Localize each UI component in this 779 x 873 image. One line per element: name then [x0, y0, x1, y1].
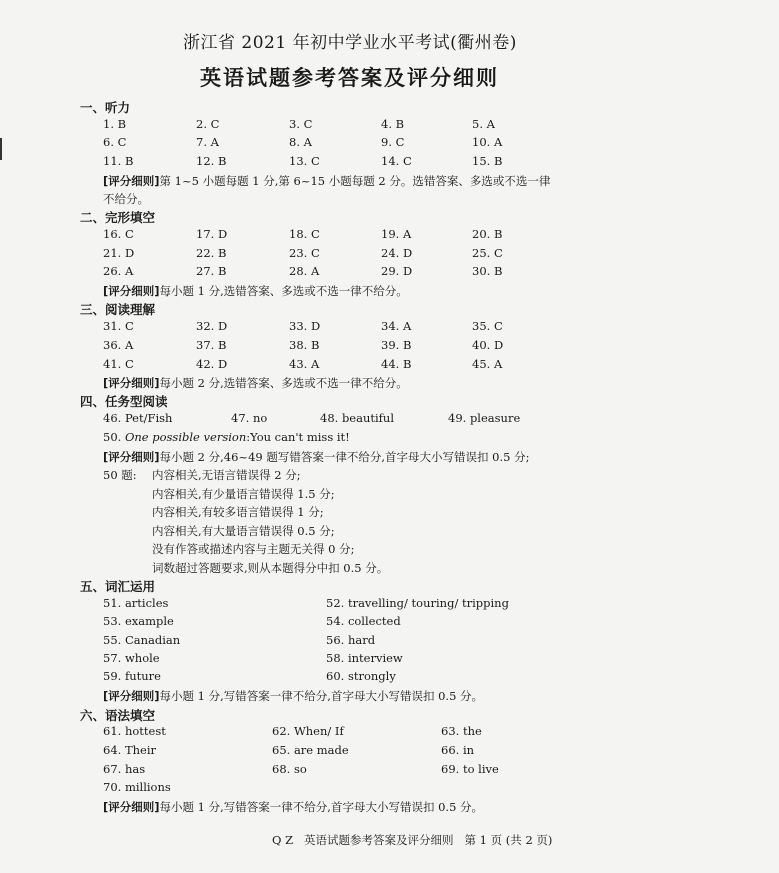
- scoring-note: [103, 375, 408, 391]
- answer-cell: 21. D: [103, 246, 135, 260]
- answer-cell: 20. B: [472, 227, 503, 241]
- scoring-note-text: 每小题 2 分,选错答案、多选或不选一律不给分。: [159, 376, 408, 390]
- answer-cell: 33. D: [289, 319, 321, 333]
- answer-cell: 57. whole: [103, 651, 160, 665]
- scoring-note-continued: 不给分。: [103, 192, 149, 206]
- answer-cell: 24. D: [381, 246, 413, 260]
- footer-title: 英语试题参考答案及评分细则: [304, 833, 454, 847]
- scoring-note-text: 每小题 2 分,46~49 题写错答案一律不给分,首字母大小写错误扣 0.5 分;: [159, 450, 530, 464]
- answer-cell: 40. D: [472, 338, 504, 352]
- answer-cell: 64. Their: [103, 743, 157, 757]
- scoring-note-label: [评分细则]: [103, 174, 160, 188]
- answer-cell: 19. A: [381, 227, 412, 241]
- answer-cell: 42. D: [196, 357, 228, 371]
- answer-cell: 15. B: [472, 154, 503, 168]
- answer-cell: 4. B: [381, 117, 405, 131]
- answer-cell: 12. B: [196, 154, 227, 168]
- possible-version-text: :You can't miss it!: [246, 430, 350, 444]
- section-heading-reading: 三、阅读理解: [80, 302, 156, 317]
- answer-cell: 2. C: [196, 117, 220, 131]
- scoring-note: [103, 283, 408, 299]
- answer-cell: 23. C: [289, 246, 320, 260]
- section-heading-vocabulary: 五、词汇运用: [80, 579, 156, 594]
- answer-cell: 9. C: [381, 135, 405, 149]
- answer-cell: 58. interview: [326, 651, 403, 665]
- possible-version-label: One possible version: [124, 430, 247, 444]
- answer-cell: 18. C: [289, 227, 320, 241]
- answer-cell: 67. has: [103, 762, 146, 776]
- answer-cell: 32. D: [196, 319, 228, 333]
- answer-cell: 39. B: [381, 338, 412, 352]
- scoring-note-label: [评分细则]: [103, 376, 160, 390]
- exam-title: 浙江省 2021 年初中学业水平考试(衢州卷): [183, 33, 517, 53]
- criterion-line: 内容相关,有较多语言错误得 1 分;: [152, 505, 324, 519]
- answer-cell: 46. Pet/Fish: [103, 411, 173, 425]
- answer-cell: 44. B: [381, 357, 412, 371]
- answer-cell: 35. C: [472, 319, 503, 333]
- answer-cell: 69. to live: [441, 762, 499, 776]
- answer-cell: 26. A: [103, 264, 134, 278]
- answer-cell: 52. travelling/ touring/ tripping: [326, 596, 509, 610]
- answer-cell: 37. B: [196, 338, 227, 352]
- scoring-note-label: [评分细则]: [103, 689, 160, 703]
- document-title: 英语试题参考答案及评分细则: [200, 66, 499, 90]
- answer-cell: 27. B: [196, 264, 227, 278]
- answer-cell: 49. pleasure: [448, 411, 521, 425]
- scoring-note: [103, 688, 483, 704]
- answer-cell: 70. millions: [103, 780, 171, 794]
- answer-cell: 55. Canadian: [103, 633, 181, 647]
- answer-cell: 10. A: [472, 135, 503, 149]
- section-heading-cloze: 二、完形填空: [80, 210, 156, 225]
- question-number: 50.: [103, 430, 122, 444]
- scoring-note-text: 每小题 1 分,写错答案一律不给分,首字母大小写错误扣 0.5 分。: [159, 800, 484, 814]
- answer-cell: 11. B: [103, 154, 134, 168]
- scoring-note-text: 第 1~5 小题每题 1 分,第 6~15 小题每题 2 分。选错答案、多选或不选一律: [159, 174, 551, 188]
- question-50-answer: [103, 430, 350, 444]
- criterion-line: 内容相关,有大量语言错误得 0.5 分;: [152, 524, 335, 538]
- question-50-label: 50 题:: [103, 468, 137, 482]
- answer-cell: 60. strongly: [326, 669, 396, 683]
- scoring-note: [103, 799, 483, 815]
- answer-cell: 25. C: [472, 246, 503, 260]
- answer-cell: 3. C: [289, 117, 313, 131]
- answer-cell: 43. A: [289, 357, 320, 371]
- answer-cell: 22. B: [196, 246, 227, 260]
- answer-cell: 8. A: [289, 135, 312, 149]
- answer-cell: 29. D: [381, 264, 413, 278]
- answer-cell: 38. B: [289, 338, 320, 352]
- answer-cell: 66. in: [441, 743, 475, 757]
- answer-cell: 41. C: [103, 357, 134, 371]
- answer-cell: 51. articles: [103, 596, 169, 610]
- answer-cell: 61. hottest: [103, 724, 166, 738]
- answer-cell: 13. C: [289, 154, 320, 168]
- criterion-line: 没有作答或描述内容与主题无关得 0 分;: [152, 542, 355, 556]
- footer-page-number: 第 1 页 (共 2 页): [464, 833, 553, 847]
- answer-cell: 56. hard: [326, 633, 376, 647]
- answer-cell: 6. C: [103, 135, 127, 149]
- answer-cell: 36. A: [103, 338, 134, 352]
- scoring-note: [103, 173, 550, 189]
- answer-cell: 59. future: [103, 669, 161, 683]
- criterion-line: 内容相关,无语言错误得 2 分;: [152, 468, 301, 482]
- scoring-note-label: [评分细则]: [103, 800, 160, 814]
- answer-cell: 7. A: [196, 135, 219, 149]
- page-footer: [272, 832, 552, 848]
- answer-cell: 34. A: [381, 319, 412, 333]
- scoring-note-text: 每小题 1 分,选错答案、多选或不选一律不给分。: [159, 284, 408, 298]
- scoring-note-text: 每小题 1 分,写错答案一律不给分,首字母大小写错误扣 0.5 分。: [159, 689, 484, 703]
- answer-cell: 62. When/ If: [272, 724, 344, 738]
- scoring-note-label: [评分细则]: [103, 450, 160, 464]
- criterion-line: 内容相关,有少量语言错误得 1.5 分;: [152, 487, 335, 501]
- answer-cell: 45. A: [472, 357, 503, 371]
- answer-cell: 31. C: [103, 319, 134, 333]
- section-heading-listening: 一、听力: [80, 100, 131, 115]
- criterion-line: 词数超过答题要求,则从本题得分中扣 0.5 分。: [152, 561, 389, 575]
- section-heading-task-reading: 四、任务型阅读: [80, 394, 168, 409]
- answer-cell: 14. C: [381, 154, 412, 168]
- answer-cell: 30. B: [472, 264, 503, 278]
- scan-edge-mark: [0, 138, 2, 160]
- scoring-note: [103, 449, 529, 465]
- scoring-note-label: [评分细则]: [103, 284, 160, 298]
- answer-cell: 5. A: [472, 117, 495, 131]
- answer-cell: 48. beautiful: [320, 411, 395, 425]
- answer-cell: 28. A: [289, 264, 320, 278]
- answer-cell: 63. the: [441, 724, 482, 738]
- answer-cell: 65. are made: [272, 743, 349, 757]
- answer-cell: 68. so: [272, 762, 307, 776]
- section-heading-grammar: 六、语法填空: [80, 708, 156, 723]
- answer-cell: 53. example: [103, 614, 174, 628]
- answer-cell: 1. B: [103, 117, 127, 131]
- footer-code: Q Z: [272, 833, 294, 847]
- answer-cell: 54. collected: [326, 614, 401, 628]
- answer-cell: 16. C: [103, 227, 134, 241]
- answer-cell: 17. D: [196, 227, 228, 241]
- answer-cell: 47. no: [231, 411, 268, 425]
